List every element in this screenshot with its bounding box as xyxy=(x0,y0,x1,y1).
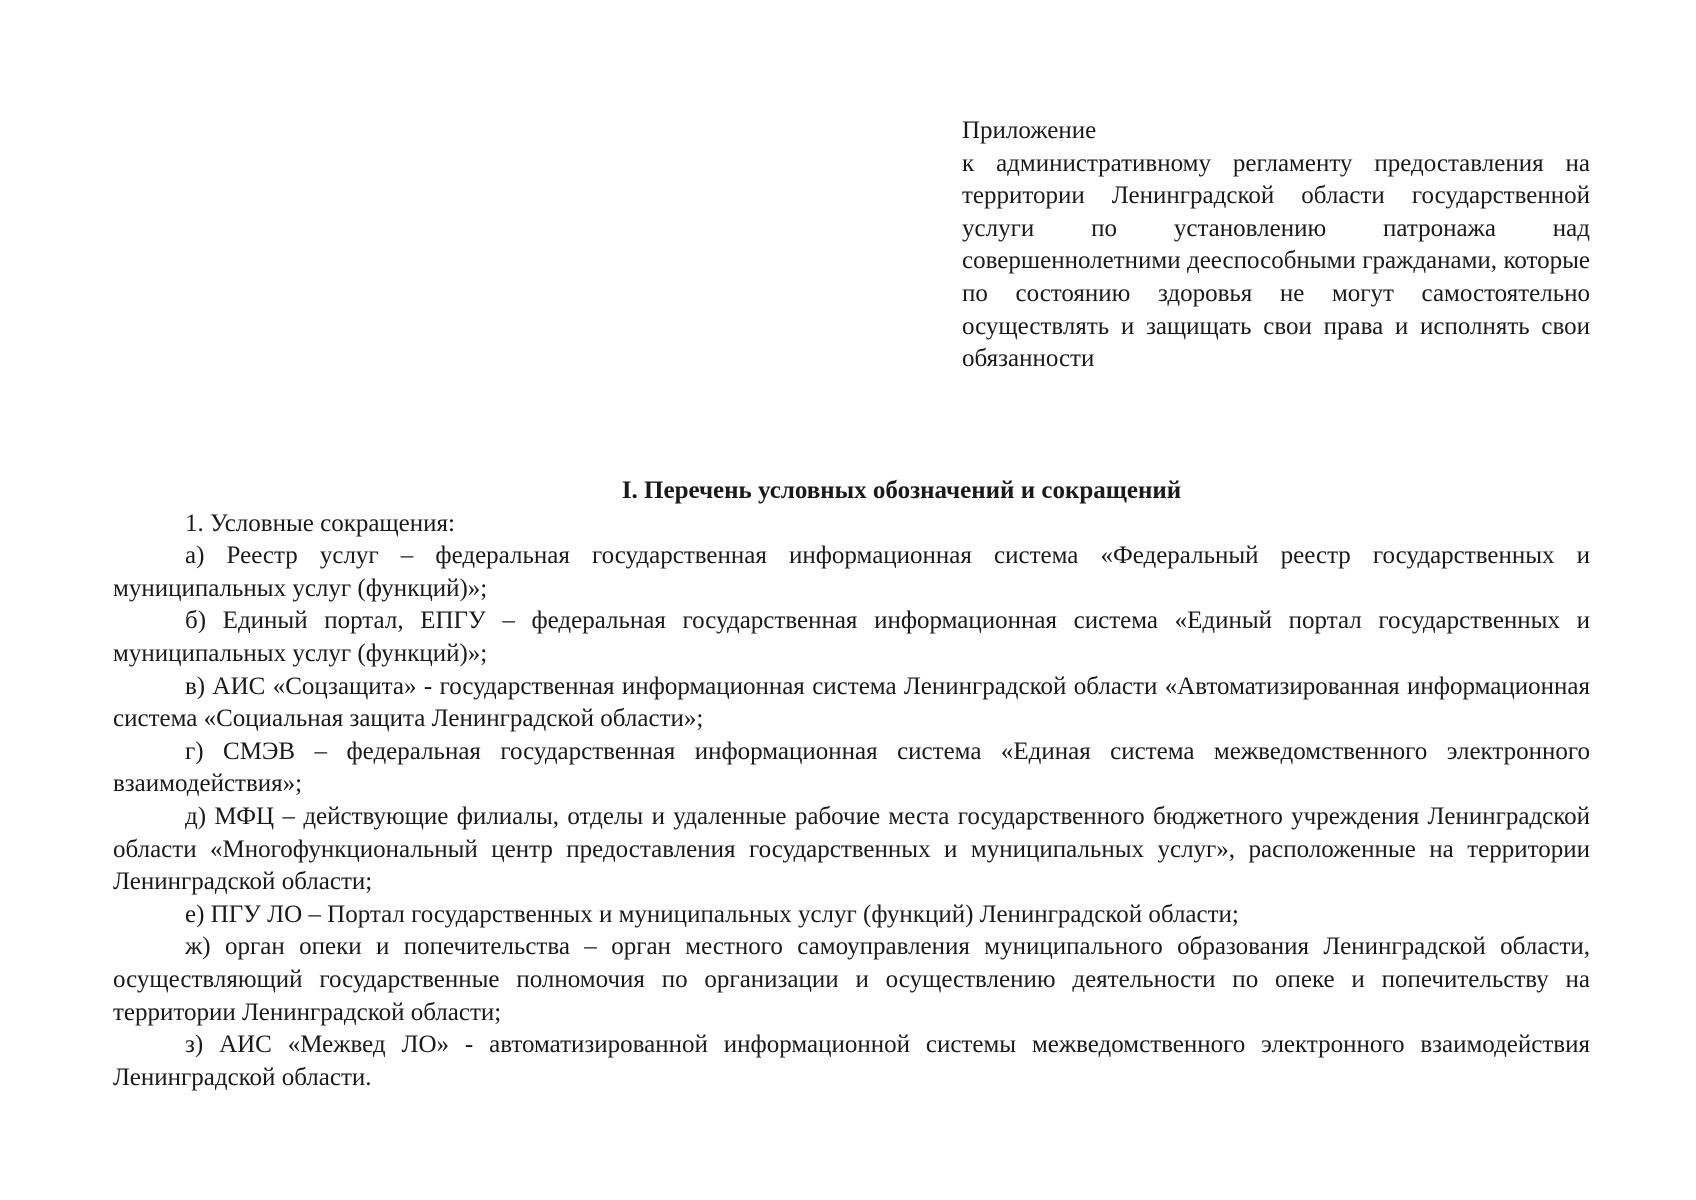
appendix-block xyxy=(962,115,1590,376)
section-heading: I. Перечень условных обозначений и сокращений xyxy=(621,477,1182,504)
abbreviation-item-b: б) Единый портал, ЕПГУ – федеральная государственная информационная система «Единый портал государственных и муниципальных услуг (функций)»; xyxy=(113,607,1590,667)
abbreviations-section xyxy=(113,475,1590,1094)
abbreviation-item-z: з) АИС «Межвед ЛО» - автоматизированной информационной системы межведомственного электронного взаимодействия Ленинградской области. xyxy=(113,1031,1590,1091)
abbreviation-item-e: е) ПГУ ЛО – Портал государственных и муниципальных услуг (функций) Ленинградской области; xyxy=(185,900,1239,928)
abbreviation-item-g: г) СМЭВ – федеральная государственная информационная система «Единая система межведомственного электронного взаимодействия»; xyxy=(113,737,1590,798)
section-intro: 1. Условные сокращения: xyxy=(185,509,455,537)
abbreviation-item-zh: ж) орган опеки и попечительства – орган местного самоуправления муниципального образования Ленинградской области, осуществляющий государственные полномочия по организации и осуществлению деятельности по опеке и попечительству на территории Ленинградской области; xyxy=(113,933,1590,1026)
abbreviation-item-d: д) МФЦ – действующие филиалы, отделы и удаленные рабочие места государственного бюджетного учреждения Ленинградской области «Многофункциональный центр предоставления государственных и муниципальных услуг», расположенные на территории Ленинградской области; xyxy=(113,802,1590,896)
abbreviation-item-a: а) Реестр услуг – федеральная государственная информационная система «Федеральный реестр государственных и муниципальных услуг (функций)»; xyxy=(113,542,1590,602)
abbreviation-item-v: в) АИС «Соцзащита» - государственная информационная система Ленинградской области «Автоматизированная информационная система «Социальная защита Ленинградской области»; xyxy=(113,672,1590,733)
appendix-title: Приложение xyxy=(962,117,1097,144)
appendix-description: к административному регламенту предоставления на территории Ленинградской области государственной услуги по установлению патронажа над совершеннолетними дееспособными гражданами, которые по состоянию здоровья не могут самостоятельно осуществлять и защищать свои права и исполнять свои обязанности xyxy=(962,149,1590,373)
